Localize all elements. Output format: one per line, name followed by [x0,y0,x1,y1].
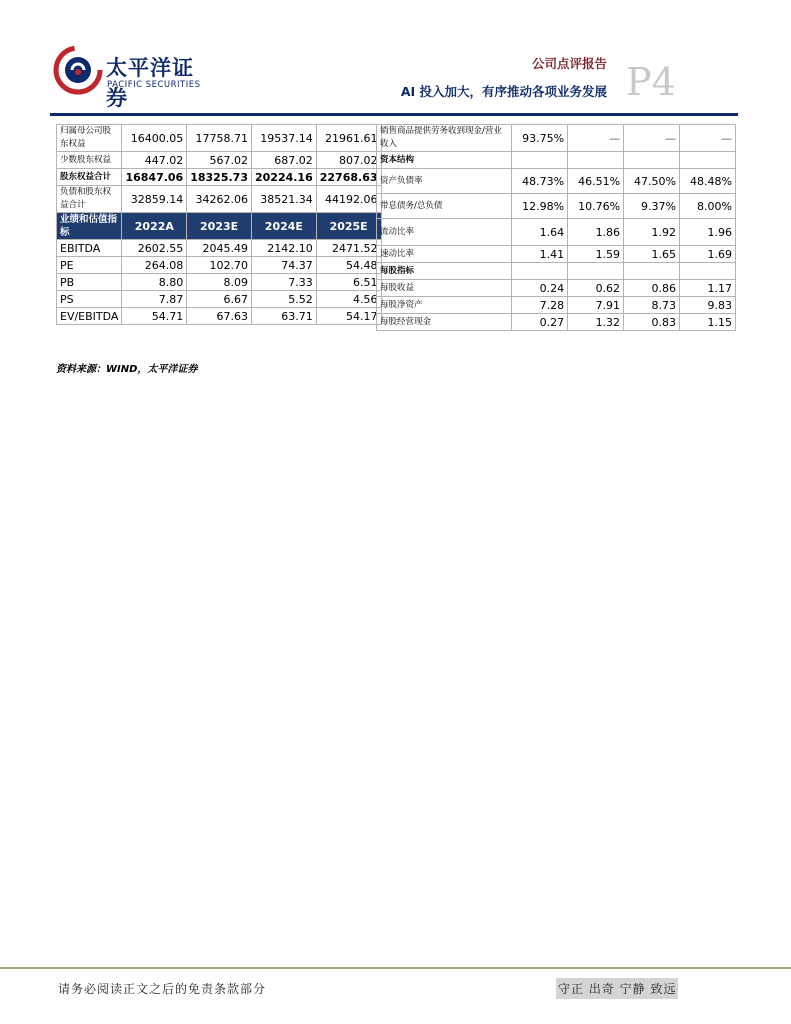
row-label: 负债和股东权益合计 [57,186,122,213]
cell-value: 12.98% [512,194,568,219]
cell-value: 67.63 [187,308,252,325]
table-row [57,240,382,257]
cell-value: 1.86 [568,219,624,246]
cell-value: 74.37 [251,257,316,274]
cell-value [680,152,736,169]
cell-value: 6.67 [187,291,252,308]
row-label: PE [57,257,122,274]
row-label: PB [57,274,122,291]
cell-value: 44192.06 [316,186,381,213]
table-row [57,152,382,169]
cell-value: 20224.16 [251,169,316,186]
cell-value: 1.15 [680,314,736,331]
cell-value: 17758.71 [187,125,252,152]
cell-value: 47.50% [624,169,680,194]
cell-value: 1.92 [624,219,680,246]
cell-value: 7.33 [251,274,316,291]
cell-value: 8.00% [680,194,736,219]
table-row [377,169,736,194]
cell-value: 1.41 [512,246,568,263]
cell-value: — [568,125,624,152]
row-label: 每股收益 [377,280,512,297]
cell-value: 0.86 [624,280,680,297]
cell-value: 1.69 [680,246,736,263]
cell-value: 2471.52 [316,240,381,257]
cell-value [512,152,568,169]
year-header: 2023E [187,213,252,240]
row-label: 资产负债率 [377,169,512,194]
cell-value: 16847.06 [122,169,187,186]
cell-value: 8.73 [624,297,680,314]
cell-value: 4.56 [316,291,381,308]
cell-value: 2142.10 [251,240,316,257]
cell-value: 6.51 [316,274,381,291]
cell-value: 22768.63 [316,169,381,186]
row-label: EBITDA [57,240,122,257]
table-row [377,125,736,152]
table-row [57,186,382,213]
company-motto: 守正 出奇 宁静 致远 [556,978,678,999]
table-row [57,169,382,186]
cell-value: 9.83 [680,297,736,314]
table-row [377,152,736,169]
cell-value: — [680,125,736,152]
cell-value: 63.71 [251,308,316,325]
cell-value: 5.52 [251,291,316,308]
valuation-header-row [57,213,382,240]
cell-value: 0.24 [512,280,568,297]
cell-value: 1.59 [568,246,624,263]
cell-value: 93.75% [512,125,568,152]
cell-value: 18325.73 [187,169,252,186]
cell-value: 19537.14 [251,125,316,152]
disclaimer-text: 请务必阅读正文之后的免责条款部分 [58,982,267,996]
cell-value [680,263,736,280]
valuation-header-label: 业绩和估值指标 [57,213,122,240]
row-label: 带息债务/总负债 [377,194,512,219]
cell-value: 8.80 [122,274,187,291]
row-label: 流动比率 [377,219,512,246]
cell-value: 264.08 [122,257,187,274]
cell-value [624,152,680,169]
cell-value: 7.91 [568,297,624,314]
table-row [377,280,736,297]
cell-value: 687.02 [251,152,316,169]
cell-value: 16400.05 [122,125,187,152]
logo-chinese-name: 太平洋证券 [106,56,194,110]
cell-value: 54.17 [316,308,381,325]
cell-value: — [624,125,680,152]
table-row [377,194,736,219]
cell-value: 21961.61 [316,125,381,152]
cell-value: 0.27 [512,314,568,331]
table-row [377,297,736,314]
cell-value: 2602.55 [122,240,187,257]
cell-value: 1.32 [568,314,624,331]
footer-divider [0,967,791,969]
year-header: 2024E [251,213,316,240]
row-label: 归属母公司股东权益 [57,125,122,152]
table-row [377,263,736,280]
cell-value: 1.65 [624,246,680,263]
row-label: PS [57,291,122,308]
data-source-note: 资料来源：WIND，太平洋证券 [56,364,198,375]
cell-value: 7.28 [512,297,568,314]
table-row [377,246,736,263]
year-header: 2022A [122,213,187,240]
row-label: 销售商品提供劳务收到现金/营业收入 [377,125,512,152]
table-row [57,274,382,291]
report-type: 公司点评报告 [531,56,607,71]
cell-value: 0.62 [568,280,624,297]
table-row [57,308,382,325]
header-divider [50,113,738,116]
cell-value [568,152,624,169]
cell-value [512,263,568,280]
table-row [57,125,382,152]
pacific-securities-logo-icon [52,44,104,96]
cell-value: 54.71 [122,308,187,325]
row-label: 资本结构 [377,152,512,169]
cell-value: 8.09 [187,274,252,291]
left-financial-table [56,124,382,325]
cell-value: 1.96 [680,219,736,246]
report-title: AI 投入加大，有序推动各项业务发展 [400,84,607,99]
row-label: 每股净资产 [377,297,512,314]
right-financial-table [376,124,736,331]
table-row [377,314,736,331]
cell-value: 447.02 [122,152,187,169]
cell-value: 567.02 [187,152,252,169]
table-row [57,257,382,274]
cell-value: 7.87 [122,291,187,308]
cell-value: 54.48 [316,257,381,274]
cell-value: 1.64 [512,219,568,246]
cell-value: 1.17 [680,280,736,297]
table-row [377,219,736,246]
cell-value: 0.83 [624,314,680,331]
cell-value: 9.37% [624,194,680,219]
company-logo [52,44,212,110]
row-label: 每股指标 [377,263,512,280]
row-label: 每股经营现金 [377,314,512,331]
cell-value: 48.48% [680,169,736,194]
cell-value: 38521.34 [251,186,316,213]
row-label: 股东权益合计 [57,169,122,186]
cell-value: 46.51% [568,169,624,194]
row-label: EV/EBITDA [57,308,122,325]
cell-value: 34262.06 [187,186,252,213]
cell-value: 2045.49 [187,240,252,257]
table-row [57,291,382,308]
row-label: 速动比率 [377,246,512,263]
cell-value: 48.73% [512,169,568,194]
row-label: 少数股东权益 [57,152,122,169]
cell-value: 102.70 [187,257,252,274]
cell-value: 807.02 [316,152,381,169]
page-number: P4 [626,60,676,104]
cell-value [568,263,624,280]
cell-value: 32859.14 [122,186,187,213]
cell-value [624,263,680,280]
year-header: 2025E [316,213,381,240]
logo-english-name: PACIFIC SECURITIES [107,80,201,90]
cell-value: 10.76% [568,194,624,219]
